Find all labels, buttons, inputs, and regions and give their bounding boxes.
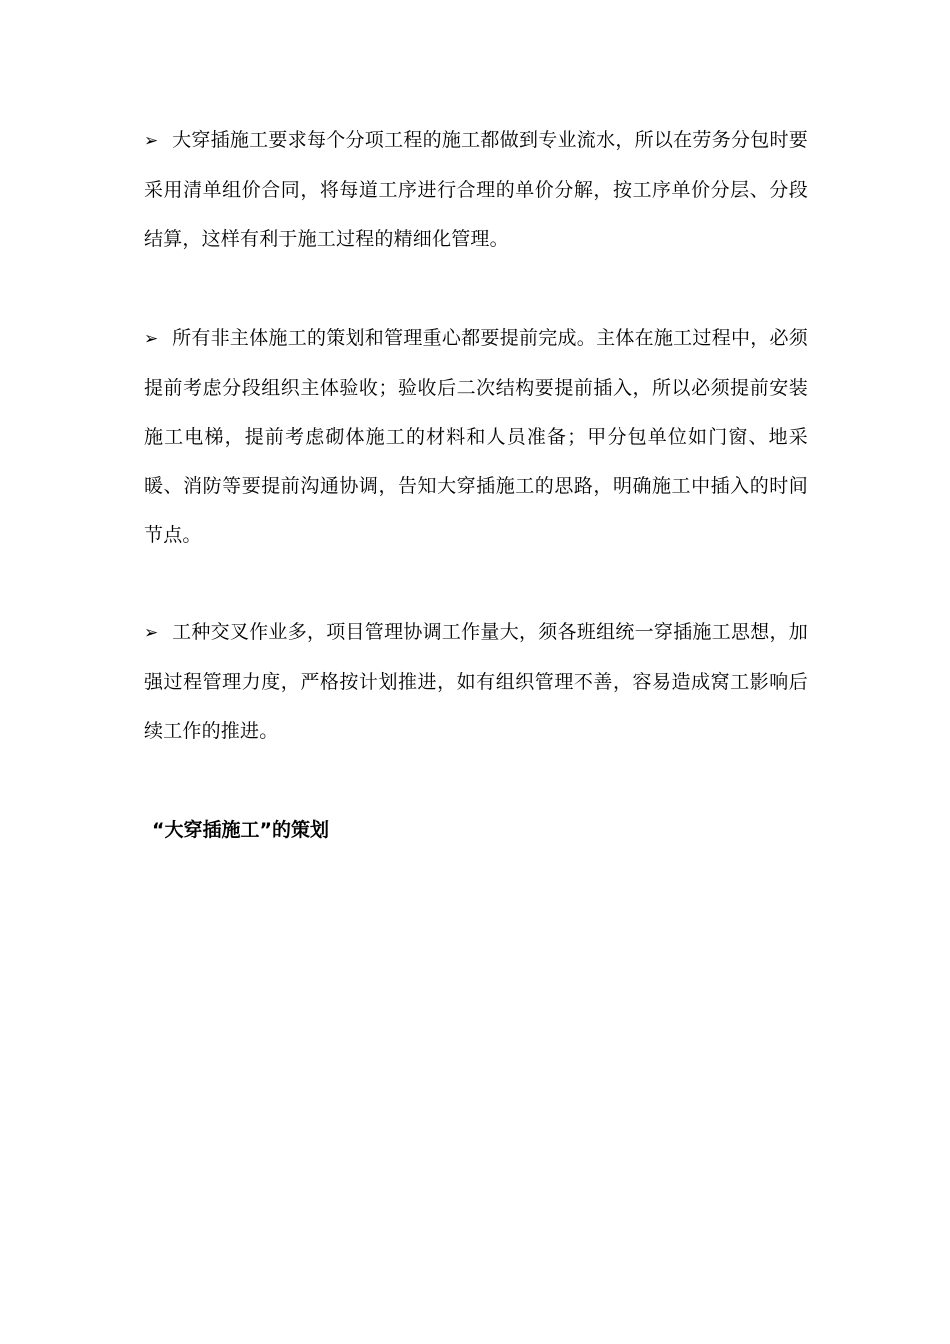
bullet-paragraph-1 — [144, 116, 808, 264]
document-body — [144, 116, 808, 855]
arrow-bullet-icon: ➢ — [144, 131, 159, 151]
arrow-bullet-icon: ➢ — [144, 329, 159, 349]
bullet-paragraph-3 — [144, 608, 808, 756]
paragraph-text: 所有非主体施工的策划和管理重心都要提前完成。主体在施工过程中，必须提前考虑分段组织主体验收；验收后二次结构要提前插入，所以必须提前安装施工电梯，提前考虑砌体施工的材料和人员准备；甲分包单位如门窗、地采暖、消防等要提前沟通协调，告知大穿插施工的思路，明确施工中插入的时间节点。 — [144, 327, 808, 546]
paragraph-text: 大穿插施工要求每个分项工程的施工都做到专业流水，所以在劳务分包时要采用清单组价合同，将每道工序进行合理的单价分解，按工序单价分层、分段结算，这样有利于施工过程的精细化管理。 — [144, 129, 808, 250]
section-heading: “大穿插施工”的策划 — [152, 819, 329, 841]
bullet-paragraph-2 — [144, 314, 808, 560]
paragraph-text: 工种交叉作业多，项目管理协调工作量大，须各班组统一穿插施工思想，加强过程管理力度，严格按计划推进，如有组织管理不善，容易造成窝工影响后续工作的推进。 — [144, 621, 808, 742]
arrow-bullet-icon: ➢ — [144, 623, 159, 643]
